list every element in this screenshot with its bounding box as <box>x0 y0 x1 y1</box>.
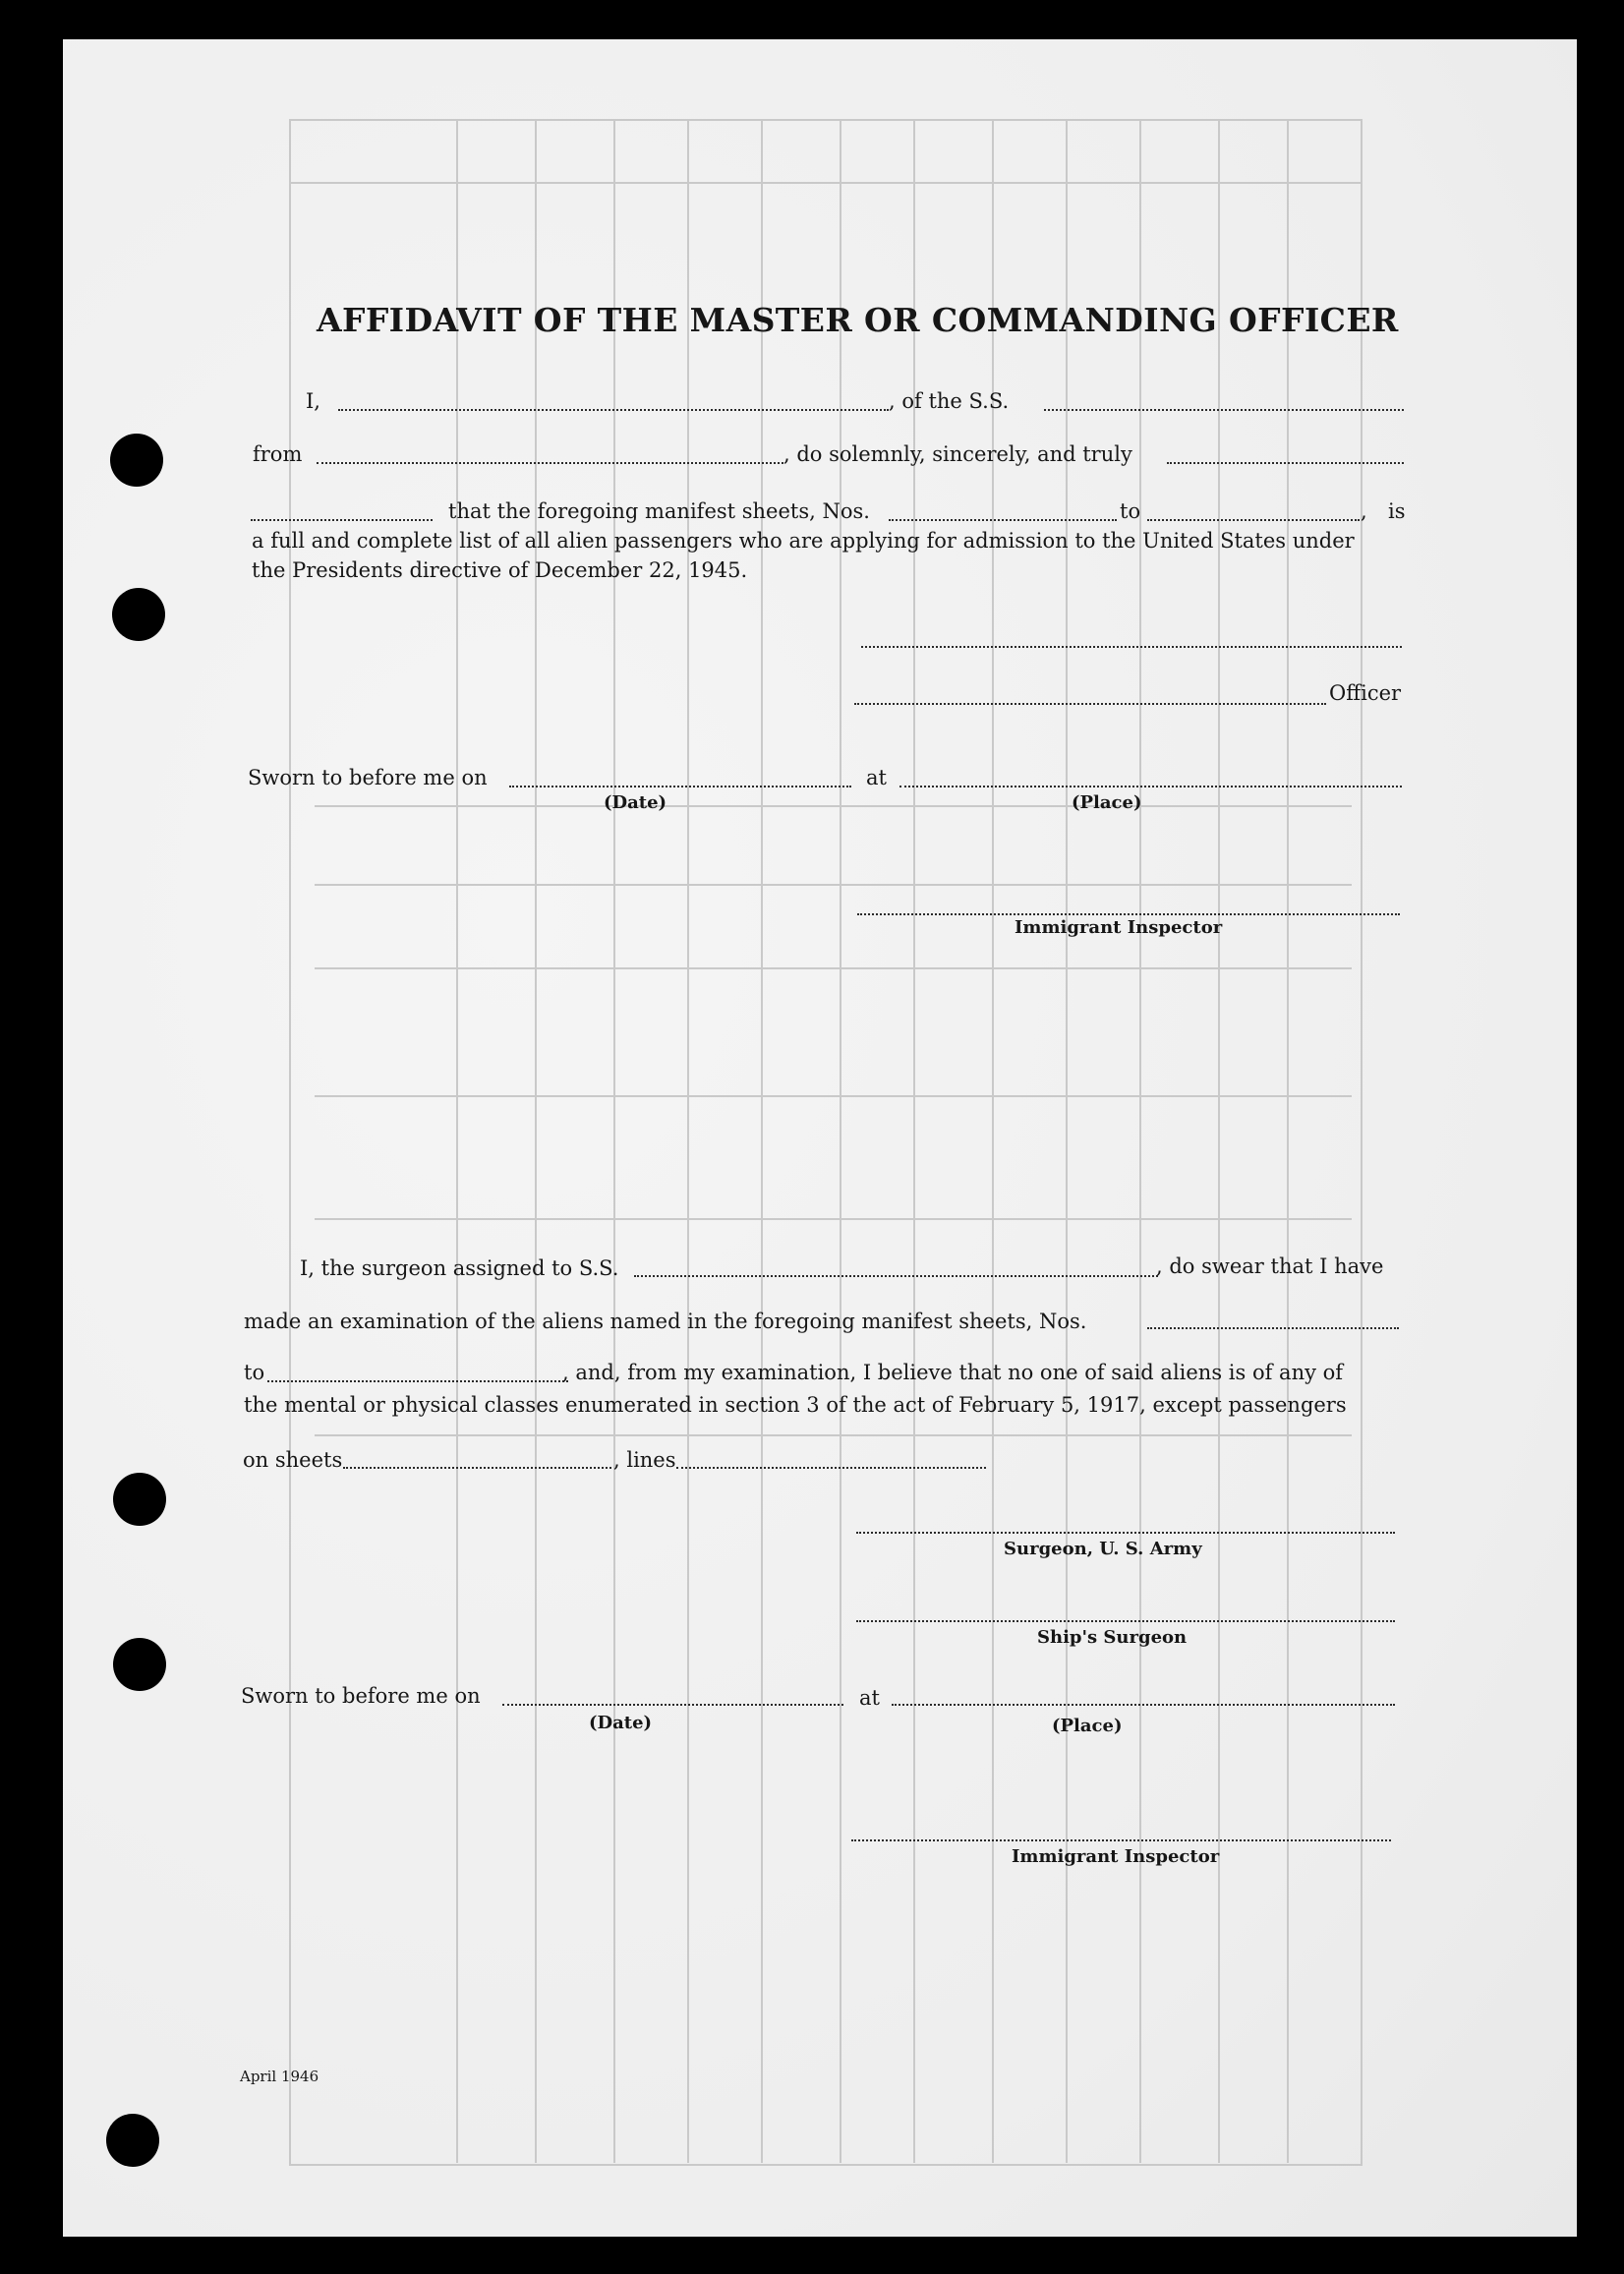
master-name-blank[interactable] <box>338 409 889 411</box>
place-caption-2: (Place) <box>1052 1716 1123 1736</box>
surgeon-to-label: to <box>244 1361 265 1384</box>
master-line-5: the Presidents directive of December 22, 1945. <box>252 558 748 582</box>
ship-surgeon-label: Ship's Surgeon <box>1037 1627 1188 1648</box>
manifest-sheets-text: that the foregoing manifest sheets, Nos. <box>448 499 870 523</box>
punch-hole <box>110 434 163 487</box>
master-i-label: I, <box>306 389 320 413</box>
from-label: from <box>253 442 303 466</box>
date-caption-1: (Date) <box>604 792 667 813</box>
punch-hole <box>113 1473 166 1526</box>
sworn-date-blank-1[interactable] <box>509 786 851 787</box>
at-label-2: at <box>859 1686 880 1710</box>
sworn-label-1: Sworn to before me on <box>248 766 488 789</box>
master-ss-label: , of the S.S. <box>889 389 1010 413</box>
date-caption-2: (Date) <box>589 1713 653 1733</box>
oath-word-blank[interactable] <box>251 519 433 521</box>
swear-text: , do swear that I have <box>1156 1254 1384 1278</box>
army-surgeon-label: Surgeon, U. S. Army <box>1004 1539 1202 1559</box>
comma: , <box>1361 499 1367 523</box>
sworn-place-blank-2[interactable] <box>892 1704 1395 1706</box>
from-port-blank[interactable] <box>317 462 783 464</box>
punch-hole <box>106 2114 159 2167</box>
nos-to-blank[interactable] <box>1147 519 1360 521</box>
surgeon-line-2: made an examination of the aliens named in the foregoing manifest sheets, Nos. <box>244 1310 1087 1333</box>
surgeon-line-3: , and, from my examination, I believe that no one of said aliens is of any of <box>562 1361 1344 1384</box>
document-page <box>63 39 1577 2237</box>
sworn-label-2: Sworn to before me on <box>241 1684 481 1708</box>
sworn-date-blank-2[interactable] <box>502 1704 843 1706</box>
lines-label: , lines <box>613 1448 676 1472</box>
at-label-1: at <box>866 766 887 789</box>
punch-hole <box>113 1638 166 1691</box>
inspector-signature-blank-1[interactable] <box>857 913 1400 915</box>
surgeon-nos-from-blank[interactable] <box>1147 1327 1399 1329</box>
signature-blank[interactable] <box>861 646 1402 648</box>
solemnly-text: , do solemnly, sincerely, and truly <box>783 442 1132 466</box>
surgeon-ship-blank[interactable] <box>634 1275 1158 1277</box>
sheets-blank[interactable] <box>343 1467 611 1469</box>
place-caption-1: (Place) <box>1072 792 1142 813</box>
document-title: AFFIDAVIT OF THE MASTER OR COMMANDING OFFICER <box>317 301 1399 339</box>
officer-label: Officer <box>1329 681 1402 705</box>
is-word: is <box>1388 499 1406 523</box>
surgeon-line-1: I, the surgeon assigned to S.S. <box>300 1256 619 1280</box>
ship-surgeon-signature-blank[interactable] <box>856 1620 1395 1622</box>
surgeon-nos-to-blank[interactable] <box>267 1380 568 1382</box>
officer-signature-blank[interactable] <box>854 703 1326 705</box>
nos-from-blank[interactable] <box>889 519 1117 521</box>
to-label: to <box>1120 499 1141 523</box>
master-line-4: a full and complete list of all alien passengers who are applying for admission to the United States under <box>252 529 1355 553</box>
master-ship-blank[interactable] <box>1044 409 1404 411</box>
surgeon-line-4: the mental or physical classes enumerated in section 3 of the act of February 5, 1917, except passengers <box>244 1393 1347 1417</box>
lines-blank[interactable] <box>676 1467 986 1469</box>
sheets-label: on sheets <box>243 1448 343 1472</box>
truly-blank[interactable] <box>1167 462 1404 464</box>
punch-hole <box>112 588 165 641</box>
inspector-label-2: Immigrant Inspector <box>1012 1846 1220 1867</box>
inspector-signature-blank-2[interactable] <box>851 1839 1391 1841</box>
inspector-label-1: Immigrant Inspector <box>1015 917 1223 938</box>
sworn-place-blank-1[interactable] <box>899 786 1402 787</box>
form-date: April 1946 <box>240 2068 319 2085</box>
army-surgeon-signature-blank[interactable] <box>856 1532 1395 1534</box>
